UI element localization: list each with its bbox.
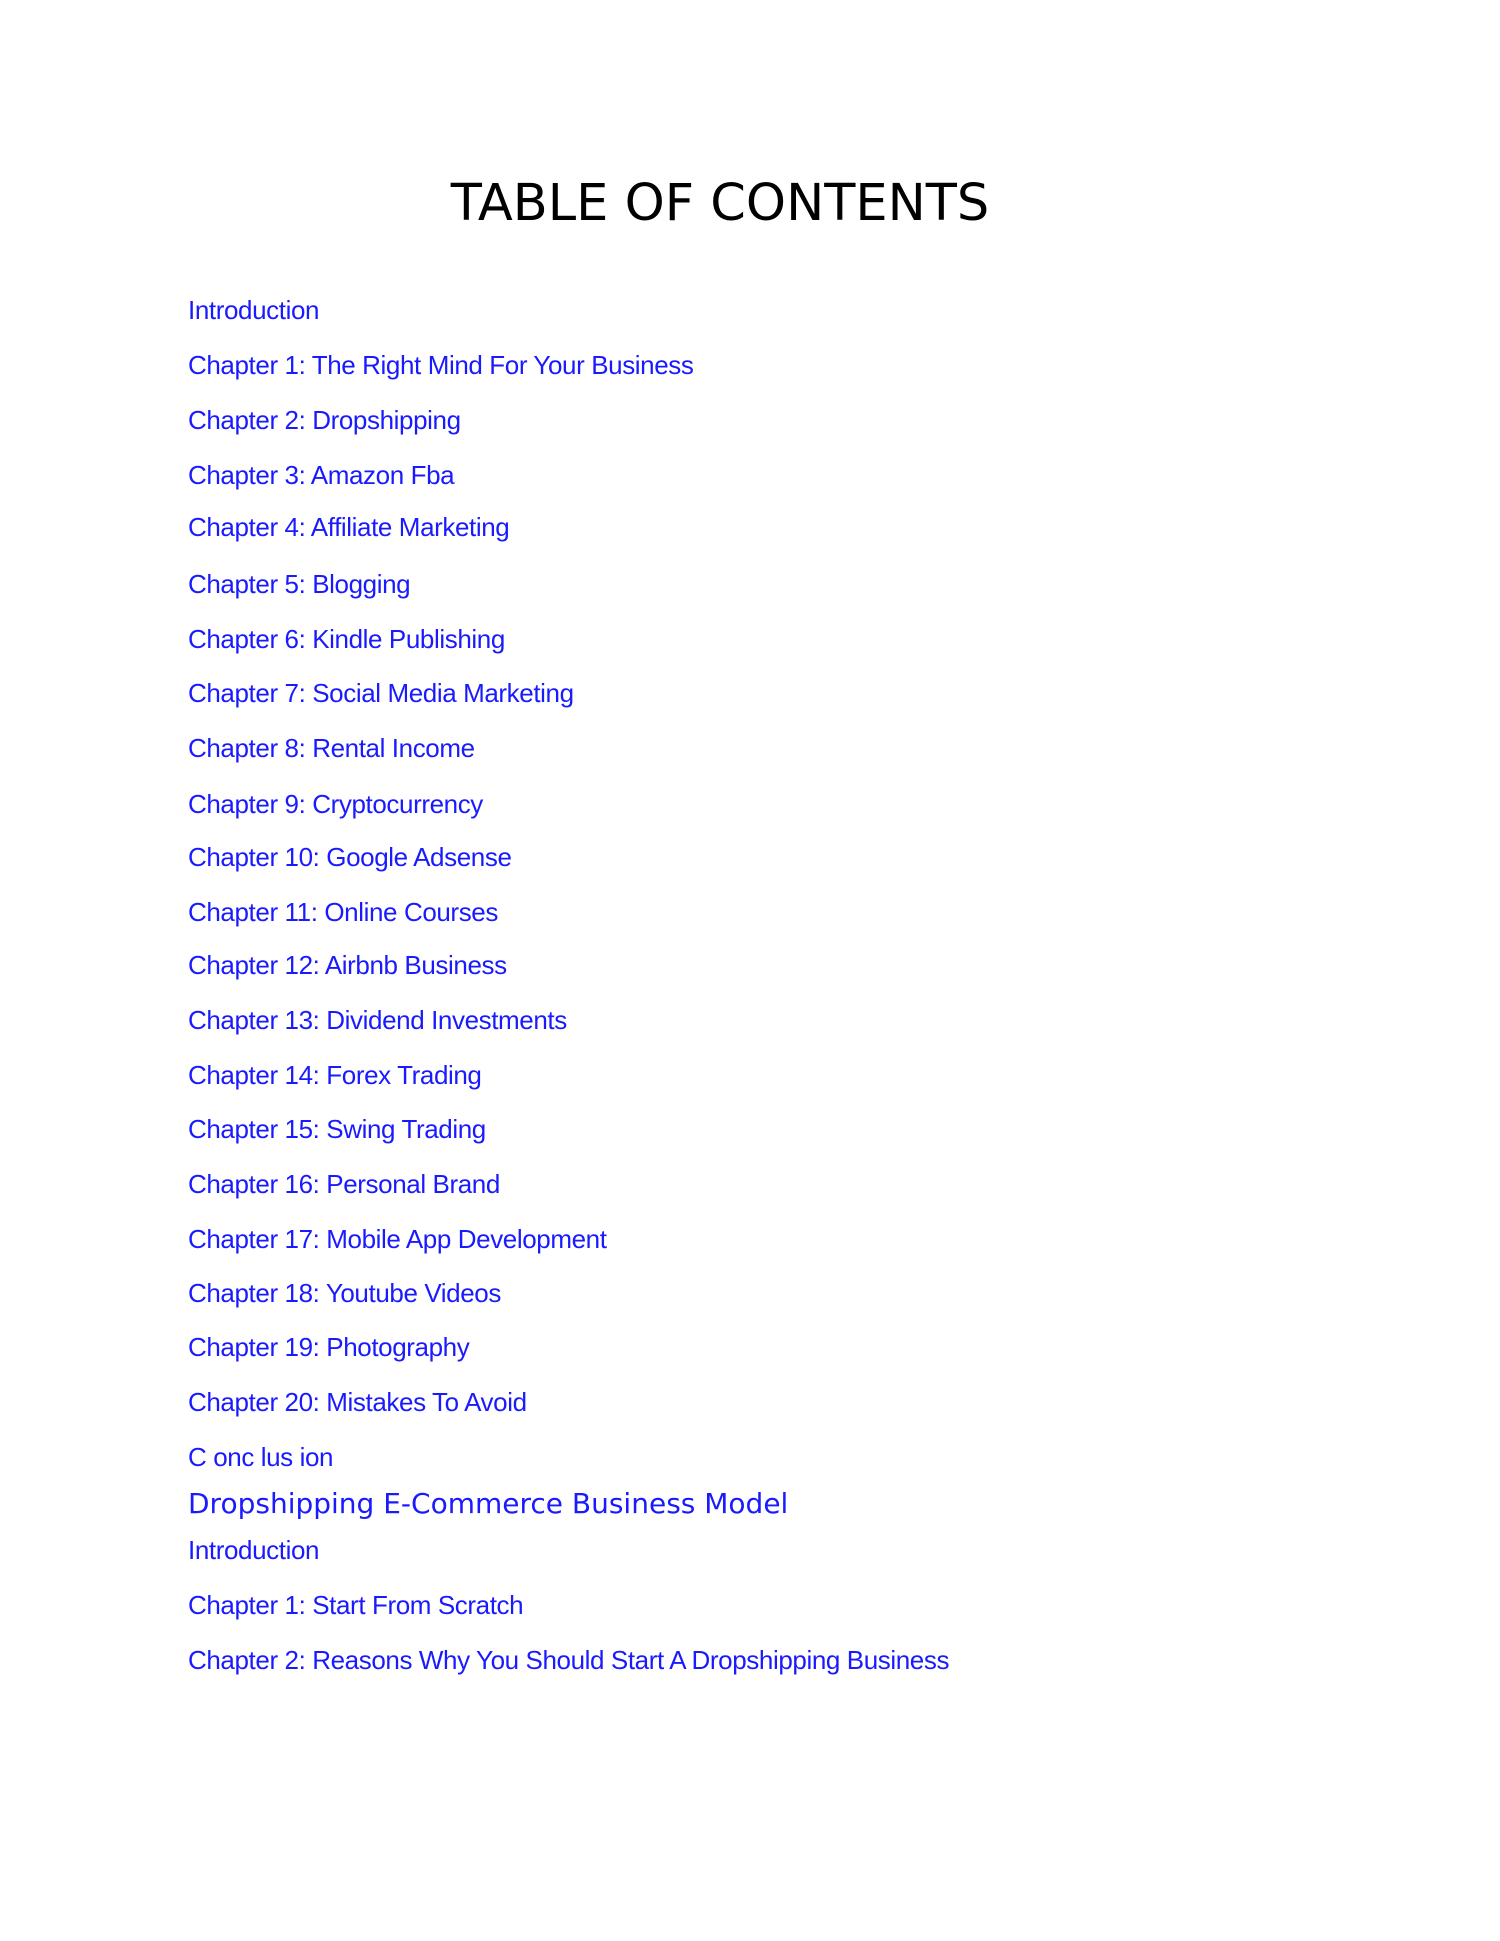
toc-link-chapter-7[interactable]: Chapter 7: Social Media Marketing — [188, 678, 574, 708]
toc-link-chapter-5[interactable]: Chapter 5: Blogging — [188, 569, 411, 599]
toc-link-chapter-4[interactable]: Chapter 4: Affiliate Marketing — [188, 512, 510, 542]
toc-link-introduction[interactable]: Introduction — [188, 295, 320, 325]
toc-link-chapter-13[interactable]: Chapter 13: Dividend Investments — [188, 1005, 567, 1035]
toc-link-conclusion[interactable]: C onc lus ion — [188, 1442, 334, 1472]
toc-link-chapter-3[interactable]: Chapter 3: Amazon Fba — [188, 460, 455, 490]
toc-link-chapter-11[interactable]: Chapter 11: Online Courses — [188, 897, 498, 927]
toc-link-chapter-1[interactable]: Chapter 1: The Right Mind For Your Business — [188, 350, 694, 380]
toc-link-chapter-17[interactable]: Chapter 17: Mobile App Development — [188, 1224, 607, 1254]
toc-link-section2-introduction[interactable]: Introduction — [188, 1535, 320, 1565]
toc-link-chapter-8[interactable]: Chapter 8: Rental Income — [188, 733, 475, 763]
toc-link-chapter-18[interactable]: Chapter 18: Youtube Videos — [188, 1278, 501, 1308]
toc-link-chapter-16[interactable]: Chapter 16: Personal Brand — [188, 1169, 500, 1199]
toc-link-chapter-15[interactable]: Chapter 15: Swing Trading — [188, 1114, 486, 1144]
toc-link-chapter-9[interactable]: Chapter 9: Cryptocurrency — [188, 789, 483, 819]
toc-link-section2-chapter-1[interactable]: Chapter 1: Start From Scratch — [188, 1590, 524, 1620]
toc-link-chapter-6[interactable]: Chapter 6: Kindle Publishing — [188, 624, 505, 654]
toc-link-section2-chapter-2[interactable]: Chapter 2: Reasons Why You Should Start A Dropshipping Business — [188, 1645, 950, 1675]
toc-link-chapter-14[interactable]: Chapter 14: Forex Trading — [188, 1060, 482, 1090]
toc-link-chapter-12[interactable]: Chapter 12: Airbnb Business — [188, 950, 507, 980]
toc-section-heading[interactable]: Dropshipping E-Commerce Business Model — [188, 1487, 789, 1520]
page-title: TABLE OF CONTENTS — [450, 174, 990, 233]
toc-link-chapter-10[interactable]: Chapter 10: Google Adsense — [188, 842, 512, 872]
toc-link-chapter-19[interactable]: Chapter 19: Photography — [188, 1332, 470, 1362]
toc-link-chapter-20[interactable]: Chapter 20: Mistakes To Avoid — [188, 1387, 527, 1417]
toc-link-chapter-2[interactable]: Chapter 2: Dropshipping — [188, 405, 461, 435]
